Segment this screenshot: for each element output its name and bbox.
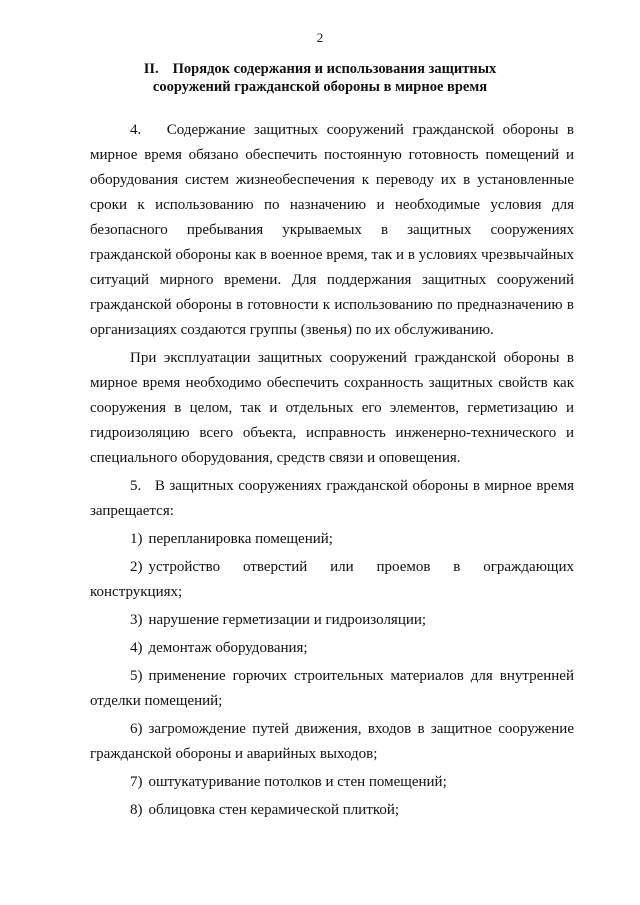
page-number: 2 [316,30,324,45]
list-item-text: оштукатуривание потолков и стен помещений; [148,774,447,790]
document-body [90,118,574,823]
section-title-line-2: сооружений гражданской обороны в мирное время [152,79,488,95]
list-item-number: 8) [130,802,143,818]
section-heading-line-1 [0,60,640,78]
list-item [90,664,574,714]
section-number: II. [143,61,159,77]
list-item [90,770,574,795]
list-item-number: 2) [130,559,143,575]
section-title-line-1: Порядок содержания и использования защитных [172,61,497,77]
list-item-text: облицовка стен керамической плиткой; [148,802,400,818]
list-item [90,636,574,661]
list-item-number: 5) [130,668,143,684]
list-item-number: 3) [130,612,143,628]
list-item [90,527,574,552]
list-item [90,555,574,605]
list-item-number: 7) [130,774,143,790]
list-item-number: 6) [130,721,143,737]
list-item-text: устройство отверстий или проемов в ограждающих конструкциях; [90,559,574,600]
paragraph-exploitation: При эксплуатации защитных сооружений гражданской обороны в мирное время необходимо обеспечить сохранность защитных свойств как сооружения в целом, так и отдельных его элементов, герметизацию и гидроизоляцию всего объекта, исправность инженерно-технического и специального оборудования, средств связи и оповещения. [90,350,574,466]
list-item [90,717,574,767]
list-item [90,798,574,823]
paragraph-5: 5. В защитных сооружениях гражданской обороны в мирное время запрещается: [90,478,574,519]
list-item-text: загромождение путей движения, входов в защитное сооружение гражданской обороны и аварийных выходов; [90,721,574,762]
list-item-text: нарушение герметизации и гидроизоляции; [148,612,427,628]
list-item-text: применение горючих строительных материалов для внутренней отделки помещений; [90,668,574,709]
list-item-text: демонтаж оборудования; [148,640,308,656]
section-heading [0,60,640,96]
list-item-text: перепланировка помещений; [148,531,333,547]
list-item-number: 1) [130,531,143,547]
list-item [90,608,574,633]
list-item-number: 4) [130,640,143,656]
paragraph-4: 4. Содержание защитных сооружений гражданской обороны в мирное время обязано обеспечить постоянную готовность помещений и оборудования систем жизнеобеспечения к переводу их в установленные сроки к использованию по назначению и необходимые условия для безопасного пребывания укрываемых в защитных сооружениях гражданской обороны как в военное время, так и в условиях чрезвычайных ситуаций мирного времени. Для поддержания защитных сооружений гражданской обороны в готовности к использованию по предназначению в организациях создаются группы (звенья) по их обслуживанию. [90,122,574,338]
